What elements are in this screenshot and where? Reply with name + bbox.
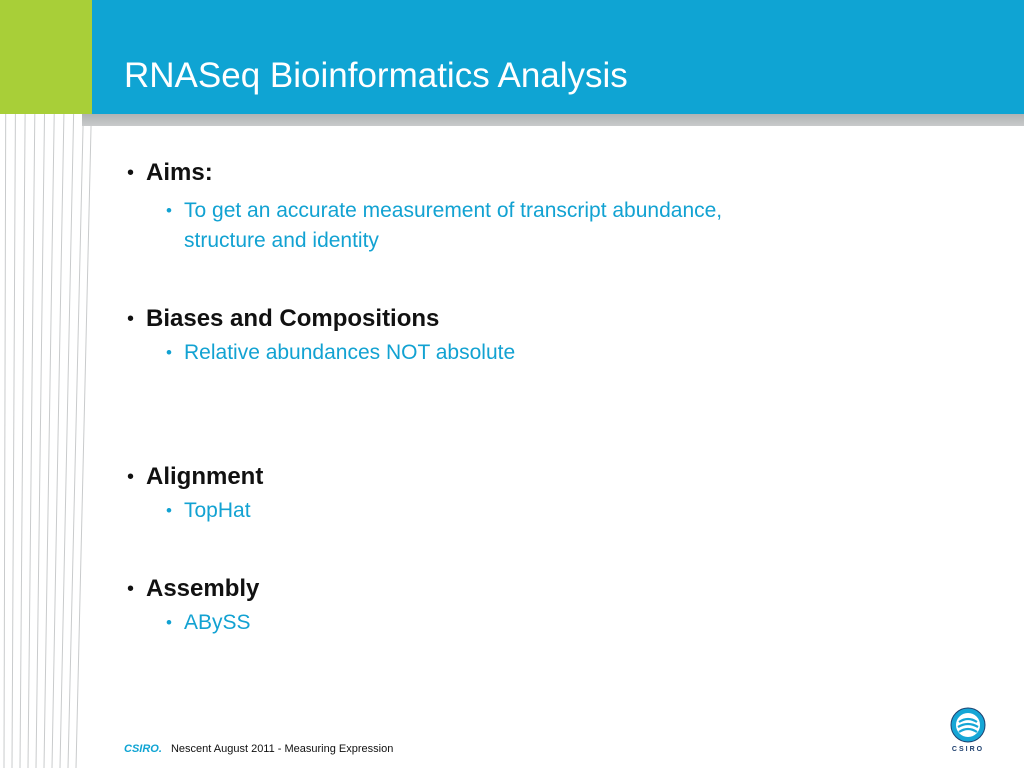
bullet-icon: •	[127, 578, 135, 600]
sub-bullet-line: ABySS	[184, 611, 251, 634]
bullet-icon: •	[166, 201, 172, 220]
section-alignment	[124, 460, 984, 526]
page-title: RNASeq Bioinformatics Analysis	[124, 56, 628, 95]
bullet-heading	[124, 302, 984, 336]
sub-bullet-line: structure and identity	[184, 229, 379, 252]
bullet-heading	[124, 156, 984, 190]
bullet-heading	[124, 460, 984, 494]
sub-bullet	[166, 496, 984, 526]
header-divider	[82, 114, 1024, 126]
bullet-icon: •	[166, 501, 172, 520]
sub-bullet	[166, 608, 984, 638]
bullet-icon: •	[166, 613, 172, 632]
bullet-heading	[124, 572, 984, 606]
slide-content	[124, 156, 984, 638]
sub-bullet	[166, 196, 984, 256]
footer-brand: CSIRO.	[124, 743, 162, 755]
heading-text: Aims:	[146, 159, 213, 186]
heading-text: Biases and Compositions	[146, 305, 440, 332]
bullet-icon: •	[166, 343, 172, 362]
bullet-icon: •	[127, 308, 135, 330]
csiro-globe-icon	[944, 706, 992, 746]
section-aims	[124, 156, 984, 256]
section-assembly	[124, 572, 984, 638]
sub-bullet-line: TopHat	[184, 499, 251, 522]
sub-bullet-line: Relative abundances NOT absolute	[184, 341, 516, 364]
sub-bullet-line: To get an accurate measurement of transcript abundance,	[184, 199, 723, 222]
section-biases	[124, 302, 984, 368]
logo-text: CSIRO	[951, 746, 985, 753]
bullet-icon: •	[127, 162, 135, 184]
sub-bullet	[166, 338, 984, 368]
footer-text: Nescent August 2011 - Measuring Expression	[170, 743, 394, 755]
accent-green-block	[0, 0, 92, 114]
heading-text: Assembly	[146, 575, 260, 602]
heading-text: Alignment	[146, 463, 264, 490]
csiro-logo-icon	[944, 706, 992, 758]
footer	[124, 743, 393, 755]
bullet-icon: •	[127, 466, 135, 488]
